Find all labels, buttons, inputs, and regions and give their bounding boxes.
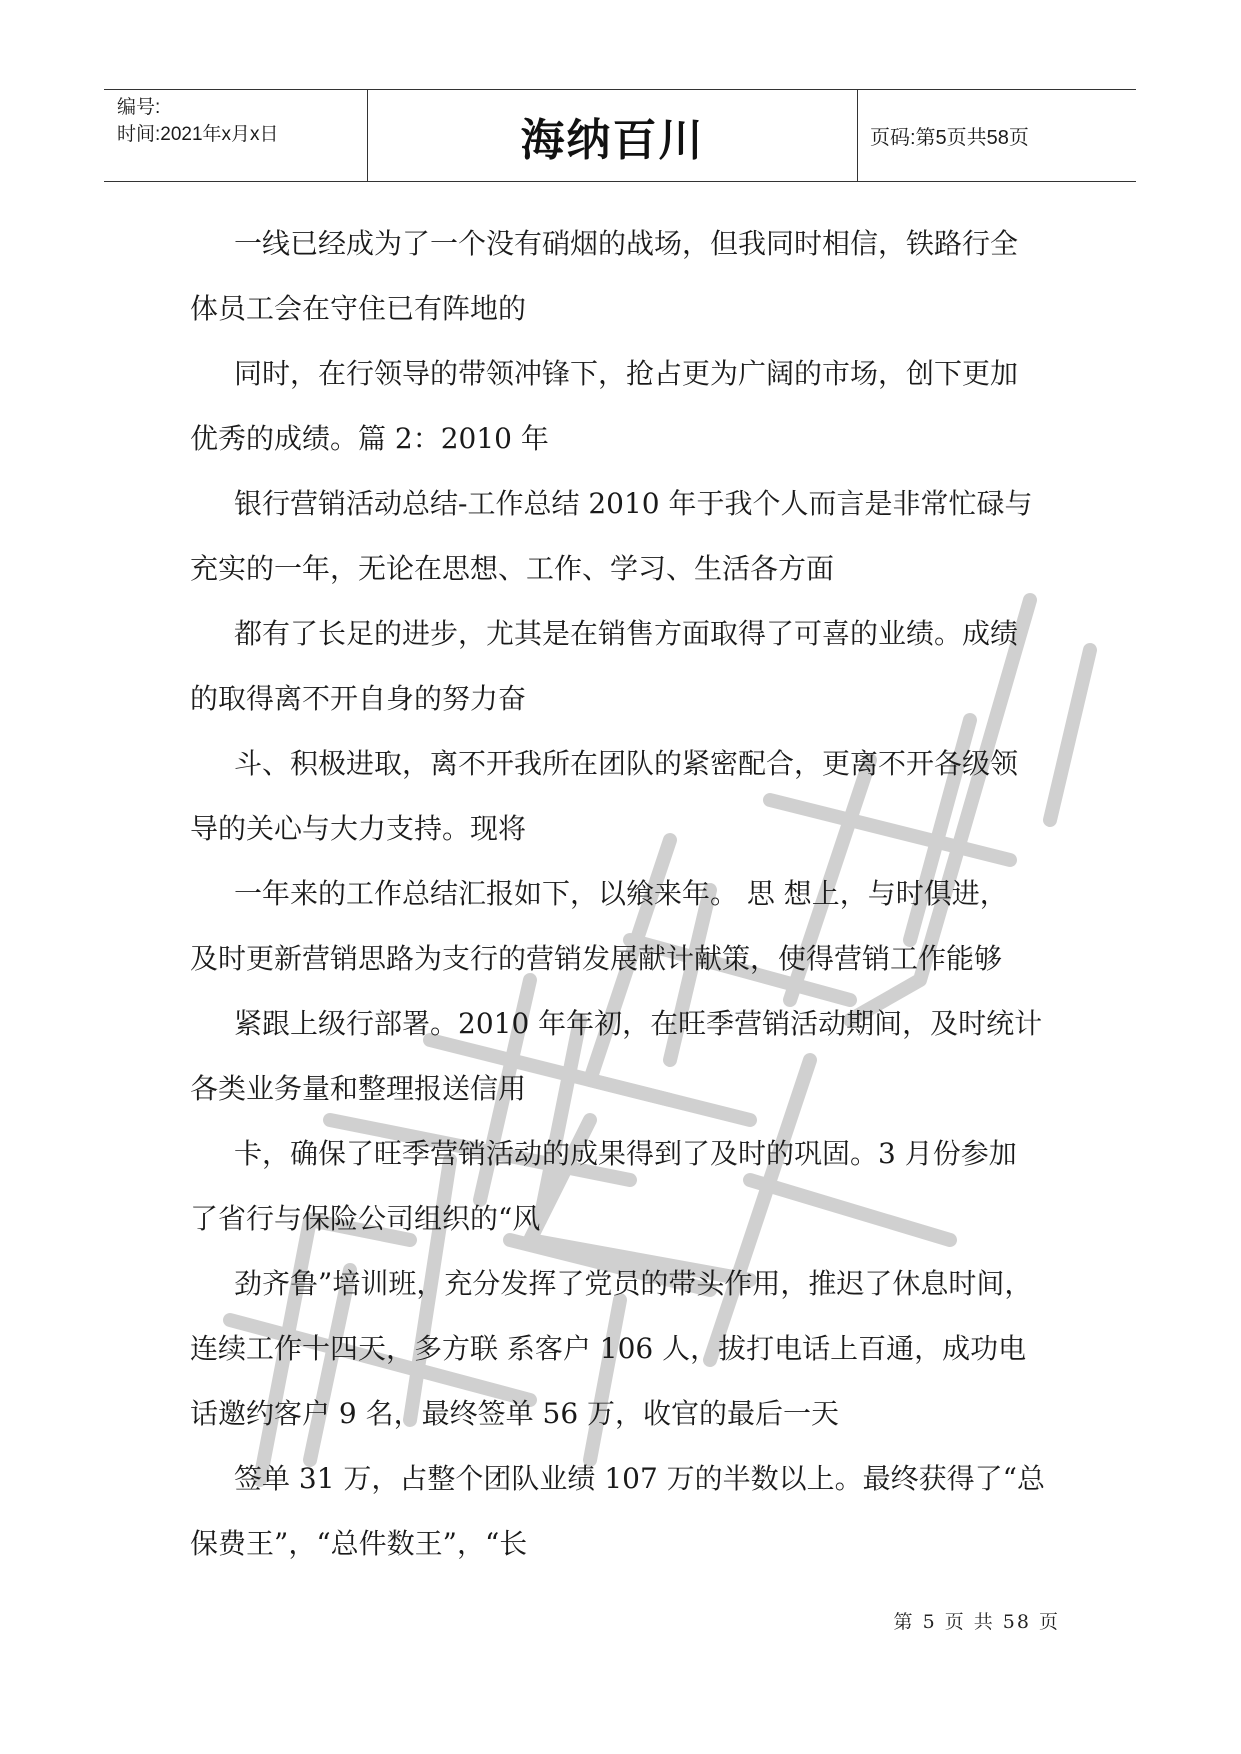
text-line: 紧跟上级行部署。2010 年年初，在旺季营销活动期间，及时统计 xyxy=(234,1007,1043,1040)
paragraph xyxy=(190,991,1070,1121)
page-label: 页码:第5页共58页 xyxy=(870,127,1029,149)
text-line: 劲齐鲁”培训班，充分发挥了党员的带头作用，推迟了休息时间， xyxy=(234,1267,1033,1300)
text-line: 都有了长足的进步，尤其是在销售方面取得了可喜的业绩。成绩 xyxy=(234,617,1019,650)
page-footer: 第 5 页 共 58 页 xyxy=(893,1611,1060,1633)
paragraph xyxy=(190,731,1070,861)
paragraph xyxy=(190,1121,1070,1251)
header-title-cell xyxy=(368,90,858,181)
paragraph xyxy=(190,341,1070,471)
number-label: 编号: xyxy=(117,97,161,118)
text-line: 签单 31 万，占整个团队业绩 107 万的半数以上。最终获得了“总 xyxy=(234,1462,1045,1495)
header-page-cell xyxy=(858,90,1136,181)
body-text xyxy=(190,211,1070,1576)
text-line: 导的关心与大力支持。现将 xyxy=(190,812,527,845)
text-line: 一年来的工作总结汇报如下，以飨来年。 思 想上，与时俱进， xyxy=(234,877,1008,910)
header-table xyxy=(104,89,1136,182)
text-line: 一线已经成为了一个没有硝烟的战场，但我同时相信，铁路行全 xyxy=(234,227,1019,260)
text-line: 优秀的成绩。篇 2：2010 年 xyxy=(190,422,549,455)
text-line: 及时更新营销思路为支行的营销发展献计献策，使得营销工作能够 xyxy=(190,942,1003,975)
text-line: 卡，确保了旺季营销活动的成果得到了及时的巩固。3 月份参加 xyxy=(234,1137,1017,1170)
text-line: 各类业务量和整理报送信用 xyxy=(190,1072,527,1105)
paragraph xyxy=(190,1251,1070,1446)
header-title: 海纳百川 xyxy=(520,114,705,166)
text-line: 了省行与保险公司组织的“风 xyxy=(190,1202,541,1235)
paragraph xyxy=(190,1446,1070,1576)
paragraph xyxy=(190,471,1070,601)
paragraph xyxy=(190,861,1070,991)
paragraph xyxy=(190,601,1070,731)
text-line: 银行营销活动总结-工作总结 2010 年于我个人而言是非常忙碌与 xyxy=(234,487,1033,520)
text-line: 连续工作十四天，多方联 系客户 106 人，拔打电话上百通，成功电 xyxy=(190,1332,1027,1365)
text-line: 体员工会在守住已有阵地的 xyxy=(190,292,527,325)
text-line: 的取得离不开自身的努力奋 xyxy=(190,682,527,715)
time-label: 时间:2021年x月x日 xyxy=(117,124,279,145)
text-line: 斗、积极进取，离不开我所在团队的紧密配合，更离不开各级领 xyxy=(234,747,1019,780)
header-meta xyxy=(104,90,368,181)
text-line: 同时，在行领导的带领冲锋下，抢占更为广阔的市场，创下更加 xyxy=(234,357,1019,390)
text-line: 保费王”，“总件数王”，“长 xyxy=(190,1527,528,1560)
text-line: 话邀约客户 9 名，最终签单 56 万，收官的最后一天 xyxy=(190,1397,840,1430)
text-line: 充实的一年，无论在思想、工作、学习、生活各方面 xyxy=(190,552,835,585)
paragraph xyxy=(190,211,1070,341)
